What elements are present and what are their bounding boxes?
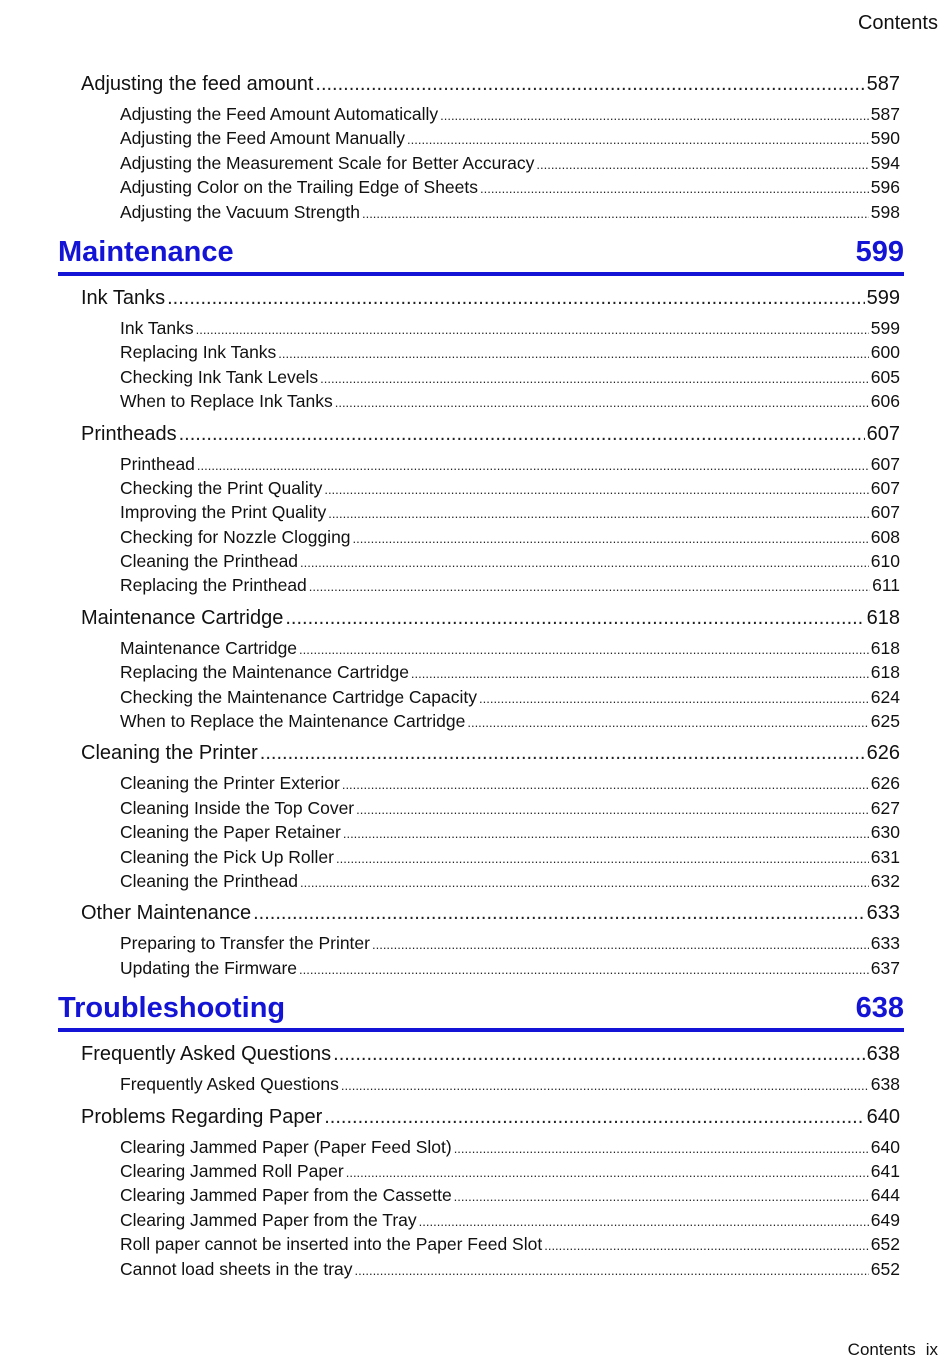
dot-leader — [343, 820, 869, 846]
section-title: Adjusting the feed amount — [81, 73, 314, 95]
item-title: When to Replace the Maintenance Cartridge — [120, 711, 466, 732]
toc-item-entry[interactable] — [0, 200, 950, 224]
toc-item-entry[interactable] — [0, 1208, 950, 1232]
item-title: Cleaning the Printhead — [120, 551, 299, 572]
item-page: 652 — [870, 1234, 900, 1255]
toc-section-entry[interactable] — [0, 895, 950, 931]
section-page: 626 — [866, 742, 900, 765]
toc-item-entry[interactable] — [0, 1159, 950, 1183]
dot-leader — [197, 452, 869, 478]
dot-leader — [315, 66, 864, 102]
dot-leader — [335, 389, 869, 415]
item-page: 594 — [870, 152, 900, 173]
toc-item-entry[interactable] — [0, 452, 950, 476]
item-title: Adjusting the Measurement Scale for Better Accuracy — [120, 152, 535, 173]
toc-section-entry[interactable] — [0, 66, 950, 102]
toc-item-entry[interactable] — [0, 573, 950, 597]
dot-leader — [253, 895, 865, 931]
toc-item-entry[interactable] — [0, 1183, 950, 1207]
dot-leader — [333, 1036, 864, 1072]
toc-item-entry[interactable] — [0, 636, 950, 660]
item-page: 637 — [870, 957, 900, 978]
item-page: 633 — [870, 933, 900, 954]
item-page: 627 — [870, 797, 900, 818]
item-title: Ink Tanks — [120, 317, 194, 338]
toc-item-entry[interactable] — [0, 660, 950, 684]
header-title: Contents — [857, 12, 938, 34]
toc-item-entry[interactable] — [0, 175, 950, 199]
item-page: 641 — [870, 1160, 900, 1181]
dot-leader — [324, 476, 868, 502]
section-page: 633 — [866, 902, 900, 925]
dot-leader — [355, 1257, 869, 1283]
item-title: Roll paper cannot be inserted into the Paper Feed Slot — [120, 1234, 543, 1255]
item-page: 632 — [870, 870, 900, 891]
chapter-heading[interactable] — [58, 988, 904, 1032]
toc-section-entry[interactable] — [0, 600, 950, 636]
chapter-title: Troubleshooting — [58, 992, 286, 1025]
footer-page-number: ix — [925, 1340, 938, 1359]
item-page: 596 — [870, 177, 900, 198]
dot-leader — [299, 636, 869, 662]
item-page: 631 — [870, 846, 900, 867]
toc-item-entry[interactable] — [0, 1135, 950, 1159]
section-title: Printheads — [81, 422, 177, 445]
item-page: 607 — [870, 502, 900, 523]
chapter-title: Maintenance — [58, 235, 234, 268]
dot-leader — [454, 1135, 869, 1161]
dot-leader — [407, 126, 869, 152]
item-title: Checking the Print Quality — [120, 477, 323, 498]
dot-leader — [440, 102, 869, 128]
toc-section-entry[interactable] — [0, 1036, 950, 1072]
toc-item-entry[interactable] — [0, 525, 950, 549]
table-of-contents — [0, 64, 950, 1281]
toc-item-entry[interactable] — [0, 771, 950, 795]
item-page: 610 — [870, 551, 900, 572]
dot-leader — [544, 1232, 869, 1258]
section-page: 640 — [866, 1105, 900, 1128]
section-page: 599 — [866, 286, 900, 309]
toc-item-entry[interactable] — [0, 1257, 950, 1281]
item-page: 649 — [870, 1209, 900, 1230]
dot-leader — [454, 1183, 869, 1209]
item-title: Replacing the Printhead — [120, 575, 307, 596]
item-title: Adjusting Color on the Trailing Edge of Sheets — [120, 177, 478, 198]
dot-leader — [260, 735, 865, 771]
dot-leader — [362, 200, 869, 226]
toc-item-entry[interactable] — [0, 845, 950, 869]
toc-section-entry[interactable] — [0, 1099, 950, 1135]
item-title: Clearing Jammed Paper from the Tray — [120, 1209, 417, 1230]
page-header — [858, 12, 938, 35]
chapter-heading[interactable] — [58, 232, 904, 276]
item-page: 590 — [870, 128, 900, 149]
item-title: Adjusting the Feed Amount Automatically — [120, 104, 439, 124]
item-title: Replacing the Maintenance Cartridge — [120, 662, 409, 683]
toc-item-entry[interactable] — [0, 1072, 950, 1096]
item-page: 652 — [870, 1258, 900, 1279]
toc-item-entry[interactable] — [0, 102, 950, 126]
item-title: Cleaning the Pick Up Roller — [120, 846, 334, 867]
section-page: 587 — [866, 73, 900, 95]
dot-leader — [536, 151, 868, 177]
item-page: 599 — [870, 317, 900, 338]
toc-item-entry[interactable] — [0, 476, 950, 500]
dot-leader — [324, 1099, 864, 1135]
item-title: Cleaning the Printer Exterior — [120, 773, 340, 794]
section-title: Ink Tanks — [81, 286, 166, 309]
footer-label: Contents — [847, 1340, 916, 1359]
item-page: 607 — [870, 477, 900, 498]
dot-leader — [336, 845, 869, 871]
item-page: 626 — [870, 773, 900, 794]
section-title: Other Maintenance — [81, 902, 252, 925]
section-title: Cleaning the Printer — [81, 742, 258, 765]
item-title: Checking Ink Tank Levels — [120, 366, 319, 387]
item-page: 605 — [870, 366, 900, 387]
toc-item-entry[interactable] — [0, 549, 950, 573]
item-page: 607 — [870, 453, 900, 474]
dot-leader — [411, 660, 869, 686]
toc-item-entry[interactable] — [0, 931, 950, 955]
dot-leader — [353, 525, 869, 551]
dot-leader — [342, 771, 869, 797]
item-page: 587 — [870, 104, 900, 124]
item-title: Checking for Nozzle Clogging — [120, 526, 351, 547]
toc-item-entry[interactable] — [0, 685, 950, 709]
item-page: 606 — [870, 391, 900, 412]
item-title: Updating the Firmware — [120, 957, 298, 978]
dot-leader — [179, 416, 865, 452]
item-page: 618 — [870, 637, 900, 658]
item-page: 600 — [870, 342, 900, 363]
section-title: Maintenance Cartridge — [81, 606, 284, 629]
section-title: Frequently Asked Questions — [81, 1043, 332, 1066]
dot-leader — [278, 340, 869, 366]
toc-item-entry[interactable] — [0, 151, 950, 175]
dot-leader — [285, 600, 864, 636]
item-title: Cleaning Inside the Top Cover — [120, 797, 355, 818]
toc-item-entry[interactable] — [0, 340, 950, 364]
item-title: Checking the Maintenance Cartridge Capacity — [120, 686, 477, 707]
toc-item-entry[interactable] — [0, 956, 950, 980]
item-title: Clearing Jammed Paper (Paper Feed Slot) — [120, 1136, 452, 1157]
toc-section-entry[interactable] — [0, 416, 950, 452]
dot-leader — [467, 709, 868, 735]
dot-leader — [341, 1072, 869, 1098]
item-title: Frequently Asked Questions — [120, 1074, 339, 1095]
item-page: 638 — [870, 1074, 900, 1095]
item-title: Clearing Jammed Roll Paper — [120, 1160, 344, 1181]
toc-section-entry[interactable] — [0, 280, 950, 316]
toc-item-entry[interactable] — [0, 389, 950, 413]
item-title: Cannot load sheets in the tray — [120, 1258, 353, 1279]
section-page: 618 — [866, 606, 900, 629]
page-footer — [848, 1340, 938, 1360]
item-page: 618 — [870, 662, 900, 683]
dot-leader — [328, 500, 869, 526]
item-page: 608 — [870, 526, 900, 547]
item-page: 624 — [870, 686, 900, 707]
item-page: 625 — [870, 711, 900, 732]
toc-item-entry[interactable] — [0, 500, 950, 524]
dot-leader — [419, 1208, 869, 1234]
dot-leader — [356, 796, 869, 822]
chapter-page: 599 — [855, 235, 904, 268]
item-title: Preparing to Transfer the Printer — [120, 933, 370, 954]
toc-item-entry[interactable] — [0, 869, 950, 893]
item-title: Printhead — [120, 453, 195, 474]
item-page: 644 — [870, 1185, 900, 1206]
dot-leader — [309, 573, 870, 599]
dot-leader — [300, 549, 869, 575]
dot-leader — [300, 869, 869, 895]
item-page: 640 — [870, 1136, 900, 1157]
item-title: Improving the Print Quality — [120, 502, 327, 523]
toc-item-entry[interactable] — [0, 820, 950, 844]
item-page: 611 — [872, 575, 900, 596]
toc-item-entry[interactable] — [0, 709, 950, 733]
item-title: Maintenance Cartridge — [120, 637, 298, 658]
section-page: 638 — [866, 1043, 900, 1066]
dot-leader — [480, 175, 869, 201]
item-title: Adjusting the Feed Amount Manually — [120, 128, 406, 149]
item-title: Adjusting the Vacuum Strength — [120, 201, 360, 222]
toc-item-entry[interactable] — [0, 316, 950, 340]
item-title: When to Replace Ink Tanks — [120, 391, 333, 412]
item-page: 630 — [870, 822, 900, 843]
chapter-page: 638 — [855, 992, 904, 1025]
toc-item-entry[interactable] — [0, 126, 950, 150]
dot-leader — [167, 280, 865, 316]
item-title: Clearing Jammed Paper from the Cassette — [120, 1185, 452, 1206]
dot-leader — [346, 1159, 869, 1185]
dot-leader — [372, 931, 869, 957]
dot-leader — [320, 365, 869, 391]
item-title: Cleaning the Paper Retainer — [120, 822, 341, 843]
item-page: 598 — [870, 201, 900, 222]
dot-leader — [299, 956, 869, 982]
item-title: Replacing Ink Tanks — [120, 342, 277, 363]
dot-leader — [479, 685, 869, 711]
toc-section-entry[interactable] — [0, 735, 950, 771]
section-title: Problems Regarding Paper — [81, 1105, 323, 1128]
toc-item-entry[interactable] — [0, 1232, 950, 1256]
dot-leader — [196, 316, 869, 342]
item-title: Cleaning the Printhead — [120, 870, 299, 891]
section-page: 607 — [866, 422, 900, 445]
toc-item-entry[interactable] — [0, 365, 950, 389]
toc-item-entry[interactable] — [0, 796, 950, 820]
